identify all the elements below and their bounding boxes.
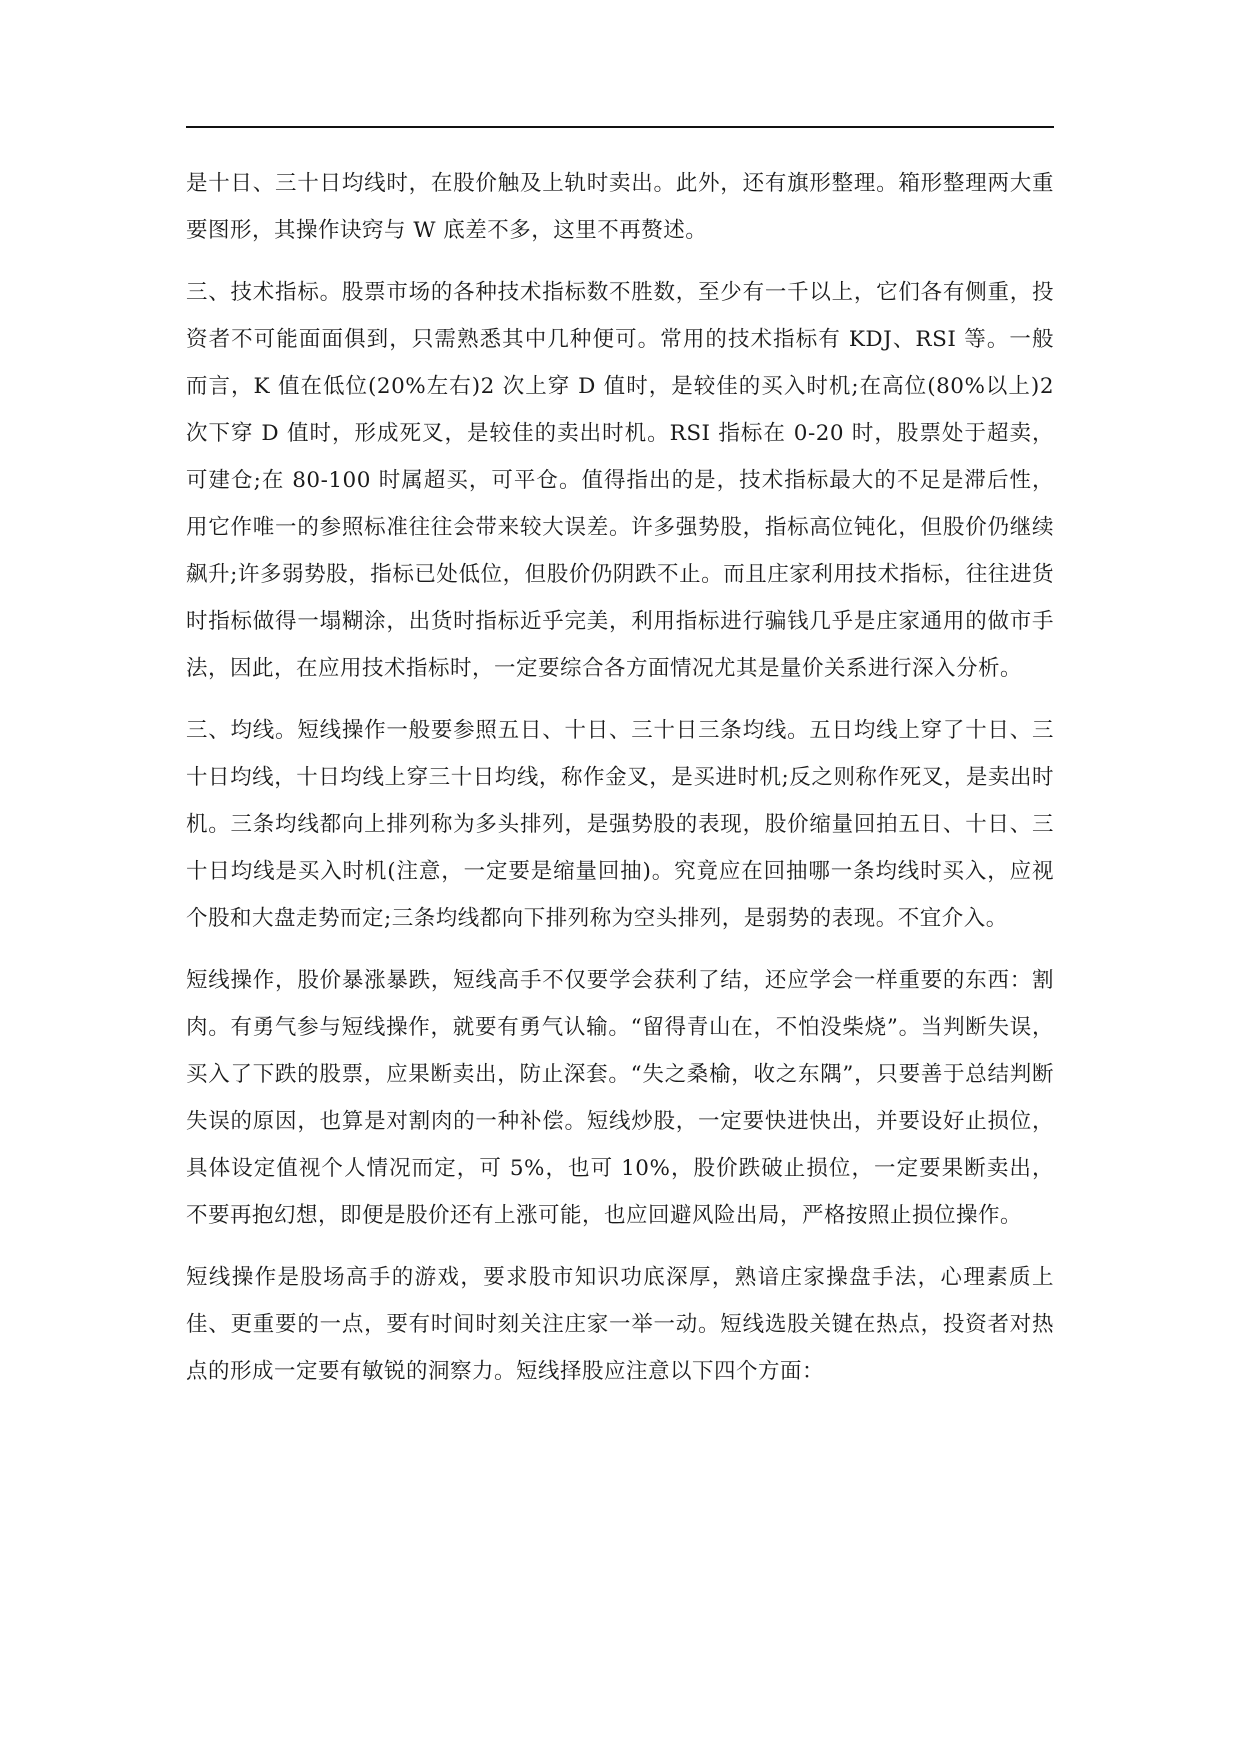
paragraph-pattern-continuation: 是十日、三十日均线时，在股价触及上轨时卖出。此外，还有旗形整理。箱形整理两大重要图形，其操作诀窍与 W 底差不多，这里不再赘述。 <box>186 171 1054 243</box>
paragraph-technical-indicators: 三、技术指标。股票市场的各种技术指标数不胜数，至少有一千以上，它们各有侧重，投资者不可能面面俱到，只需熟悉其中几种便可。常用的技术指标有 KDJ、RSI 等。一般而言，K 值在低位(20%左右)2 次上穿 D 值时，是较佳的买入时机;在高位(80%以上)2 次下穿 D 值时，形成死叉，是较佳的卖出时机。RSI 指标在 0-20 时，股票处于超卖，可建仓;在 80-100 时属超买，可平仓。值得指出的是，技术指标最大的不足是滞后性，用它作唯一的参照标准往往会带来较大误差。许多强势股，指标高位钝化，但股价仍继续飙升;许多弱势股，指标已处低位，但股价仍阴跌不止。而且庄家利用技术指标，往往进货时指标做得一塌糊涂，出货时指标近乎完美，利用指标进行骗钱几乎是庄家通用的做市手法，因此，在应用技术指标时，一定要综合各方面情况尤其是量价关系进行深入分析。 <box>186 280 1054 681</box>
document-body <box>186 160 1054 1410</box>
header-rule <box>186 126 1054 128</box>
paragraph-short-term-selection: 短线操作是股场高手的游戏，要求股市知识功底深厚，熟谙庄家操盘手法，心理素质上佳、更重要的一点，要有时间时刻关注庄家一举一动。短线选股关键在热点，投资者对热点的形成一定要有敏锐的洞察力。短线择股应注意以下四个方面： <box>186 1265 1054 1384</box>
paragraph-moving-averages: 三、均线。短线操作一般要参照五日、十日、三十日三条均线。五日均线上穿了十日、三十日均线，十日均线上穿三十日均线，称作金叉，是买进时机;反之则称作死叉，是卖出时机。三条均线都向上排列称为多头排列，是强势股的表现，股价缩量回拍五日、十日、三十日均线是买入时机(注意，一定要是缩量回抽)。究竟应在回抽哪一条均线时买入，应视个股和大盘走势而定;三条均线都向下排列称为空头排列，是弱势的表现。不宜介入。 <box>186 718 1054 931</box>
paragraph-stop-loss: 短线操作，股价暴涨暴跌，短线高手不仅要学会获利了结，还应学会一样重要的东西：割肉。有勇气参与短线操作，就要有勇气认输。“留得青山在，不怕没柴烧”。当判断失误，买入了下跌的股票，应果断卖出，防止深套。“失之桑榆，收之东隅”，只要善于总结判断失误的原因，也算是对割肉的一种补偿。短线炒股，一定要快进快出，并要设好止损位，具体设定值视个人情况而定，可 5%，也可 10%，股价跌破止损位，一定要果断卖出，不要再抱幻想，即便是股价还有上涨可能，也应回避风险出局，严格按照止损位操作。 <box>186 968 1054 1228</box>
